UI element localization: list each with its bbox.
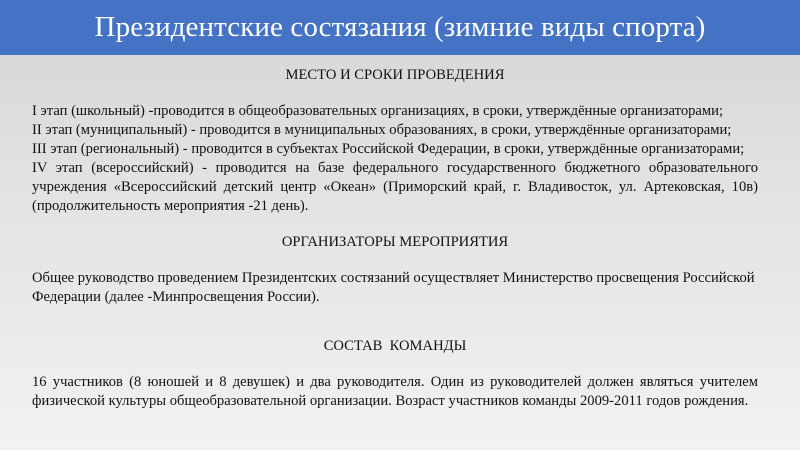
stage-4-text: IV этап (всероссийский) - проводится на базе федерального государственного бюджетного образовательного учреждения «Всероссийский детский центр «Океан» (Приморский край, г. Владивосток, ул. Артековская, 10в) (продолжительность мероприятия -21 день). xyxy=(32,160,758,214)
heading-organizers: ОРГАНИЗАТОРЫ МЕРОПРИЯТИЯ xyxy=(281,234,509,250)
heading-place: МЕСТО И СРОКИ ПРОВЕДЕНИЯ xyxy=(285,67,505,83)
stage-1-text: I этап (школьный) -проводится в общеобразовательных организациях, в сроки, утверждённые организаторами; xyxy=(32,103,723,119)
team-text: 16 участников (8 юношей и 8 девушек) и два руководителя. Один из руководителей должен являться учителем физической культуры общеобразовательной организации. Возраст участников команды 2009-2011 годов рождения. xyxy=(32,374,758,409)
stage-3-text: III этап (региональный) - проводится в субъектах Российской Федерации, в сроки, утверждённые организаторами; xyxy=(32,141,745,157)
stage-2-text: II этап (муниципальный) - проводится в муниципальных образованиях, в сроки, утверждённые организаторами; xyxy=(32,122,732,138)
organizers-text: Общее руководство проведением Президентских состязаний осуществляет Министерство просвещения Российской Федерации (далее -Минпросвещения России). xyxy=(32,270,755,305)
slide-title: Президентские состязания (зимние виды спорта) xyxy=(94,11,706,43)
slide-content xyxy=(32,66,758,411)
heading-team: СОСТАВ КОМАНДЫ xyxy=(323,338,467,354)
title-bar xyxy=(0,0,800,55)
